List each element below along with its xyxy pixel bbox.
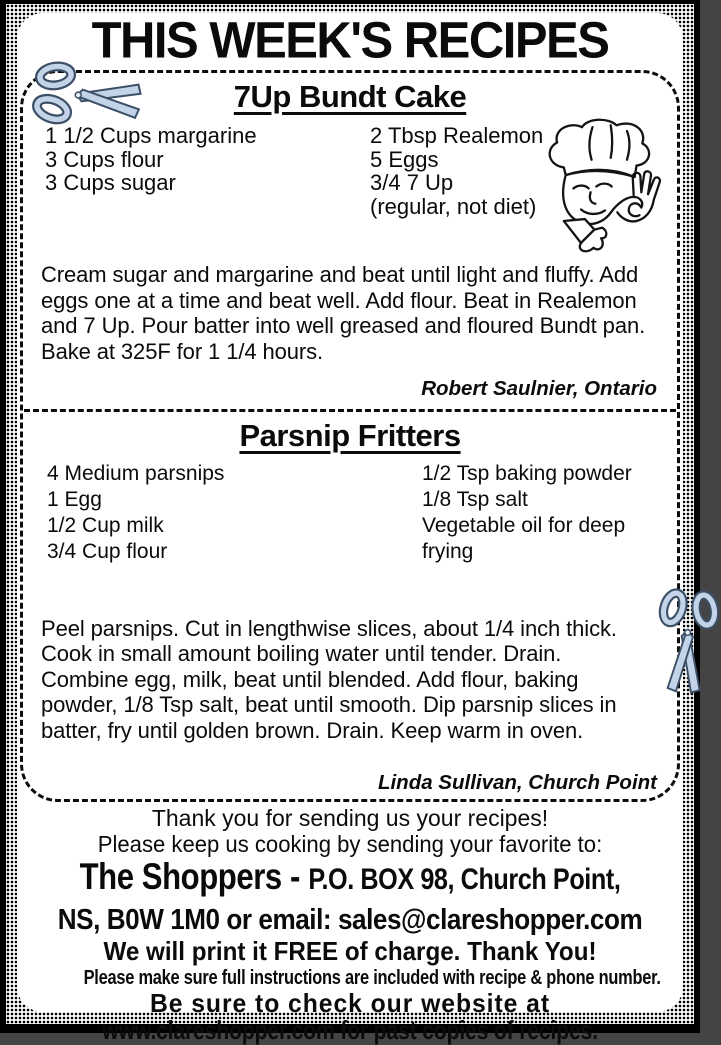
ingredient-item: 3/4 Cup flour — [47, 539, 168, 563]
footer-thanks-line: Thank you for sending us your recipes! — [151, 805, 549, 831]
page-title: THIS WEEK'S RECIPES — [91, 12, 609, 70]
footer-website-line1: Be sure to check our website at — [149, 988, 551, 1018]
ingredient-item: 1 1/2 Cups margarine — [45, 123, 257, 148]
ingredient-item: 3 Cups flour — [45, 146, 164, 172]
attribution-linda-sullivan: Linda Sullivan, Church Point — [377, 770, 657, 794]
ingredient-item: 1 Egg — [47, 488, 102, 512]
scissors-icon — [653, 587, 720, 695]
ingredient-item: 1/8 Tsp salt — [422, 488, 528, 512]
ingredient-item: Vegetable oil for deep frying — [422, 513, 626, 563]
chef-illustration — [537, 117, 671, 257]
footer-note-line: Please make sure full instructions are included with recipe & phone number. — [83, 966, 661, 989]
recipe-title-parsnip-fritters: Parsnip Fritters — [239, 418, 461, 454]
footer-publisher-line2: NS, B0W 1M0 or email: sales@clareshopper.com — [57, 904, 643, 936]
footer-publisher-line — [70, 858, 629, 904]
ingredient-item: 3 Cups sugar — [45, 170, 176, 195]
ingredient-item: 3/4 7 Up — [370, 170, 454, 195]
instructions-parsnip-fritters: Peel parsnips. Cut in lengthwise slices, about 1/4 inch thick. Cook in small amount boiling water until tender. Drain. Combine egg, milk, beat until blended. Add flour, baking powder, 1/8 Tsp salt, beat until smooth. Dip parsnip slices in batter, fry until golden brown. Drain. Keep warm in oven. — [41, 615, 617, 743]
ingredient-item: 2 Tbsp Realemon — [370, 123, 544, 148]
ingredient-item: (regular, not diet) — [370, 193, 537, 219]
publisher-address: P.O. BOX 98, Church Point, — [308, 863, 621, 896]
footer-website-line2: www.clareshopper.com for past copies of recipes. — [102, 1015, 598, 1045]
footer — [17, 805, 683, 1044]
publisher-name: The Shoppers - — [79, 856, 300, 897]
attribution-robert-saulnier: Robert Saulnier, Ontario — [421, 377, 657, 401]
recipe-title-7up-bundt-cake: 7Up Bundt Cake — [233, 79, 467, 114]
dashed-divider — [24, 409, 676, 412]
ingredient-item: 4 Medium parsnips — [47, 462, 225, 486]
paper-sheet — [17, 12, 683, 1045]
ingredients-parsnip-fritters — [23, 461, 677, 564]
ingredient-item: 5 Eggs — [370, 146, 439, 172]
cut-out-coupon — [20, 70, 680, 802]
footer-keep-cooking-line: Please keep us cooking by sending your favorite to: — [97, 831, 603, 857]
instructions-7up-bundt-cake: Cream sugar and margarine and beat until light and fluffy. Add eggs one at a time and beat well. Add flour. Beat in Realemon and 7 Up. Pour batter into well greased and floured Bundt pan. Bake at 325F for 1 1/4 hours. — [41, 262, 646, 364]
ingredient-item: 1/2 Cup milk — [47, 513, 164, 537]
footer-free-line: We will print it FREE of charge. Thank You! — [103, 936, 597, 966]
scissors-icon — [30, 60, 144, 133]
ingredient-item: 1/2 Tsp baking powder — [422, 462, 632, 486]
